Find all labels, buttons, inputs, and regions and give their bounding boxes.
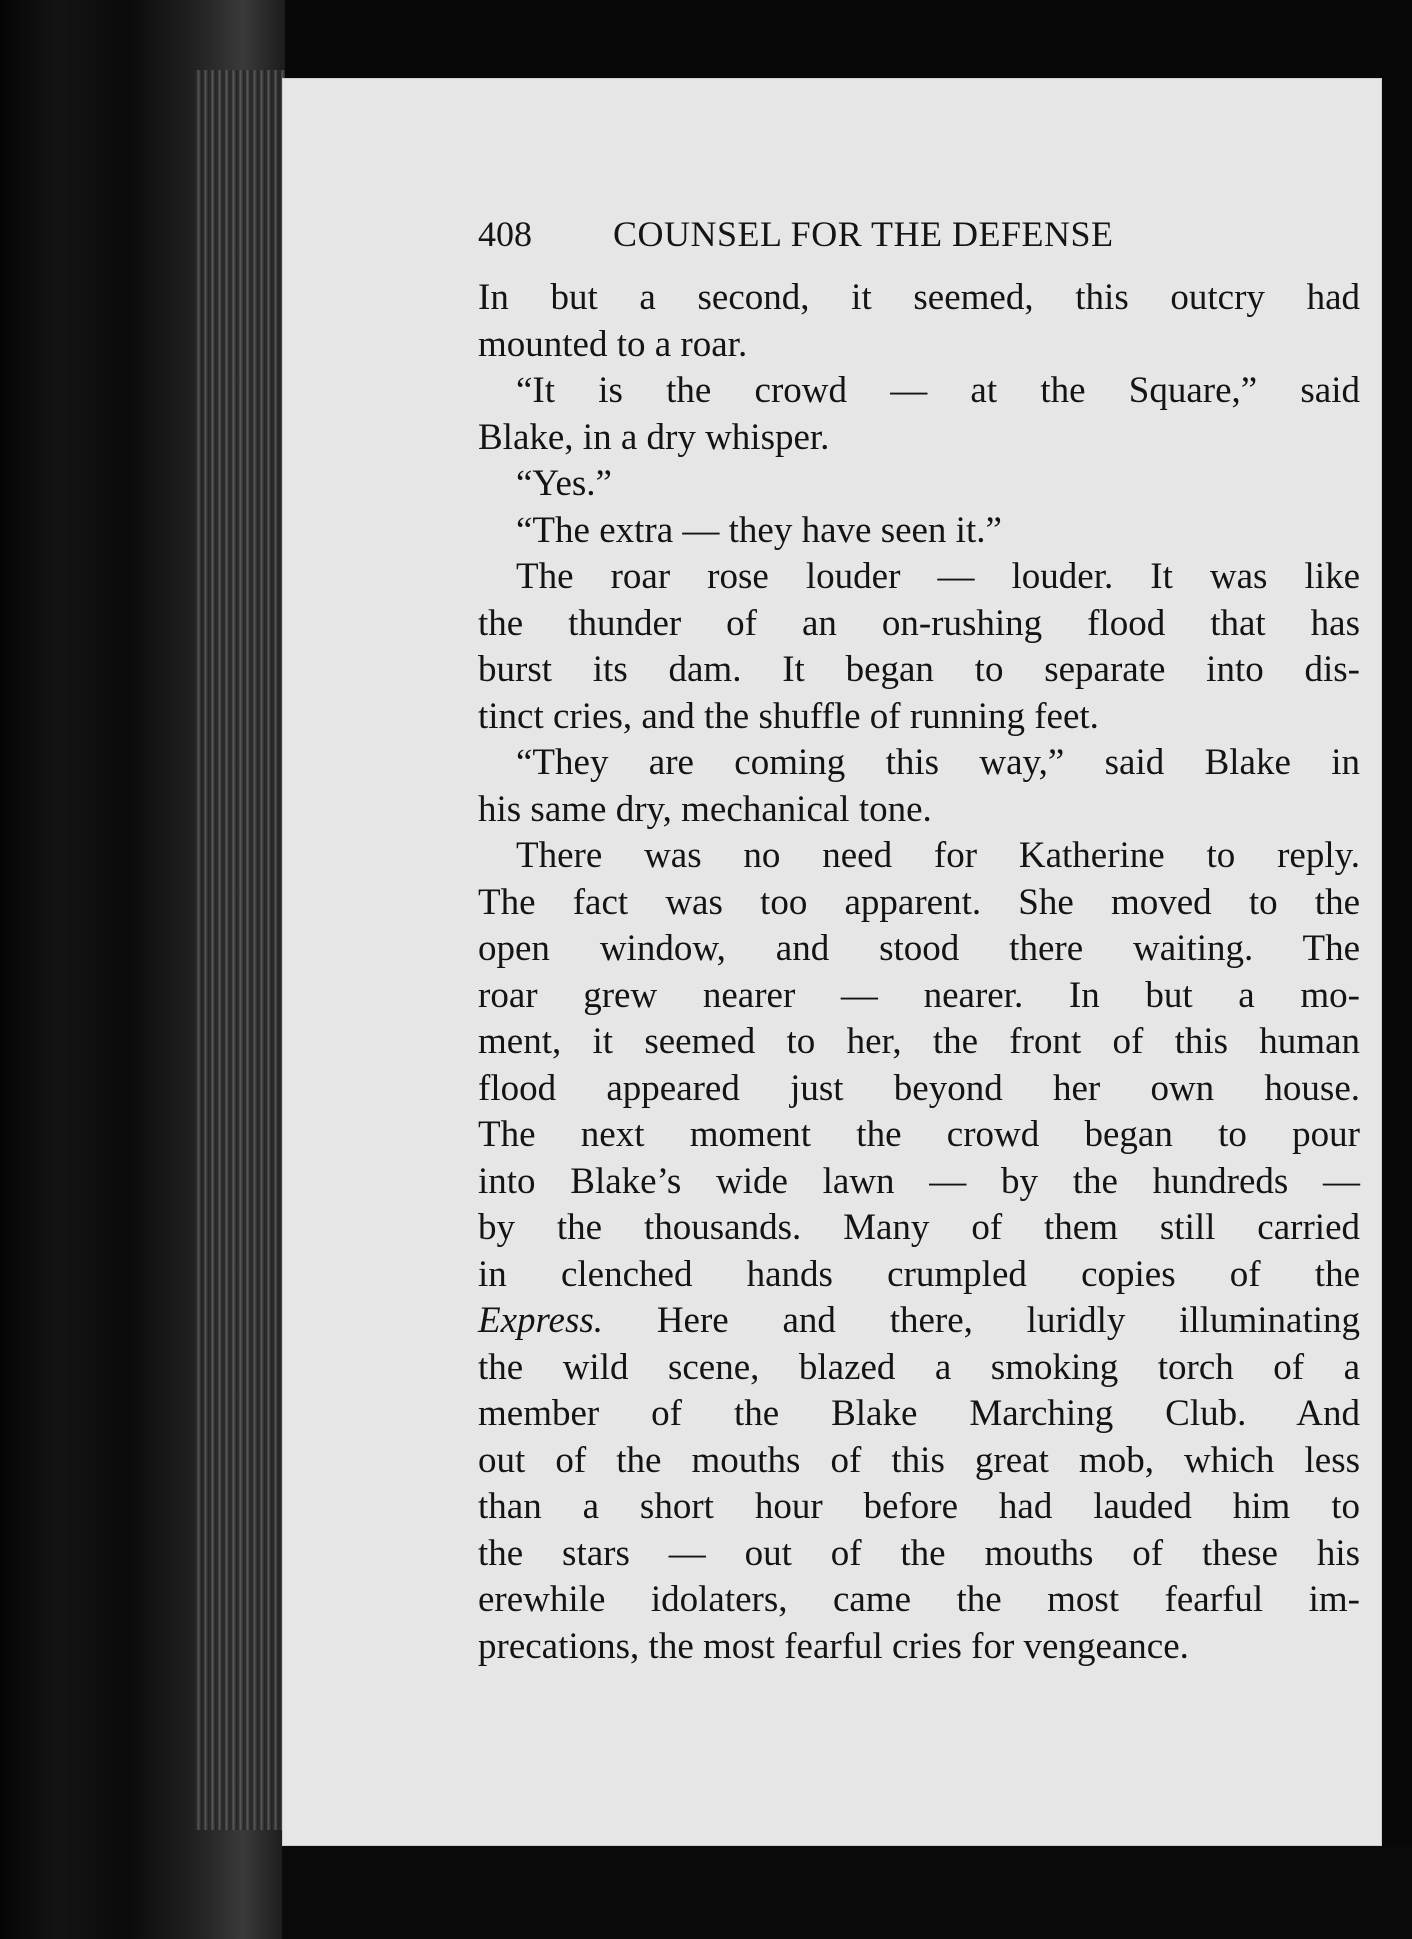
book-page <box>282 78 1382 1846</box>
text-line: tinct cries, and the shuffle of running feet. <box>478 695 1099 737</box>
text-line: The fact was too apparent. She moved to the <box>478 881 1360 923</box>
text-line: out of the mouths of this great mob, which less <box>478 1439 1360 1481</box>
text-line: his same dry, mechanical tone. <box>478 788 932 830</box>
page-edges <box>195 70 285 1830</box>
text-line: in clenched hands crumpled copies of the <box>478 1253 1360 1295</box>
body-text <box>478 275 1360 1670</box>
line-text: Here and there, luridly illuminating <box>656 1300 1361 1341</box>
text-line: burst its dam. It began to separate into dis- <box>478 649 1360 690</box>
text-line: “They are coming this way,” said Blake in <box>516 742 1360 783</box>
text-line: Blake, in a dry whisper. <box>478 416 830 458</box>
text-line: than a short hour before had lauded him to <box>478 1486 1360 1527</box>
text-line: erewhile idolaters, came the most fearful im- <box>478 1579 1360 1620</box>
text-line: “The extra — they have seen it.” <box>516 509 1002 551</box>
text-line: into Blake’s wide lawn — by the hundreds — <box>478 1160 1360 1202</box>
text-line: roar grew nearer — nearer. In but a mo- <box>478 974 1360 1016</box>
text-line: There was no need for Katherine to reply. <box>516 835 1360 876</box>
text-line: “It is the crowd — at the Square,” said <box>516 370 1360 411</box>
page-number: 408 <box>478 214 532 254</box>
text-line: precations, the most fearful cries for vengeance. <box>478 1625 1189 1667</box>
text-line: mounted to a roar. <box>478 323 748 365</box>
text-line: “Yes.” <box>516 463 612 504</box>
italic-word: Express. <box>478 1300 604 1341</box>
text-line: The roar rose louder — louder. It was like <box>516 556 1360 597</box>
text-line <box>478 1298 1360 1345</box>
text-line: member of the Blake Marching Club. And <box>478 1393 1360 1434</box>
text-line: flood appeared just beyond her own house. <box>478 1067 1360 1109</box>
text-line: the stars — out of the mouths of these his <box>478 1532 1360 1574</box>
running-head: COUNSEL FOR THE DEFENSE <box>613 214 1114 254</box>
text-line: In but a second, it seemed, this outcry had <box>478 277 1360 318</box>
text-line: the wild scene, blazed a smoking torch of a <box>478 1346 1360 1388</box>
text-line: by the thousands. Many of them still carried <box>478 1207 1360 1248</box>
text-line: the thunder of an on-rushing flood that has <box>478 602 1360 644</box>
text-line: The next moment the crowd began to pour <box>478 1114 1360 1155</box>
bottom-shadow <box>282 1846 1412 1939</box>
text-line: ment, it seemed to her, the front of this human <box>478 1021 1360 1062</box>
text-line: open window, and stood there waiting. The <box>478 928 1360 969</box>
page-header <box>478 213 1358 263</box>
